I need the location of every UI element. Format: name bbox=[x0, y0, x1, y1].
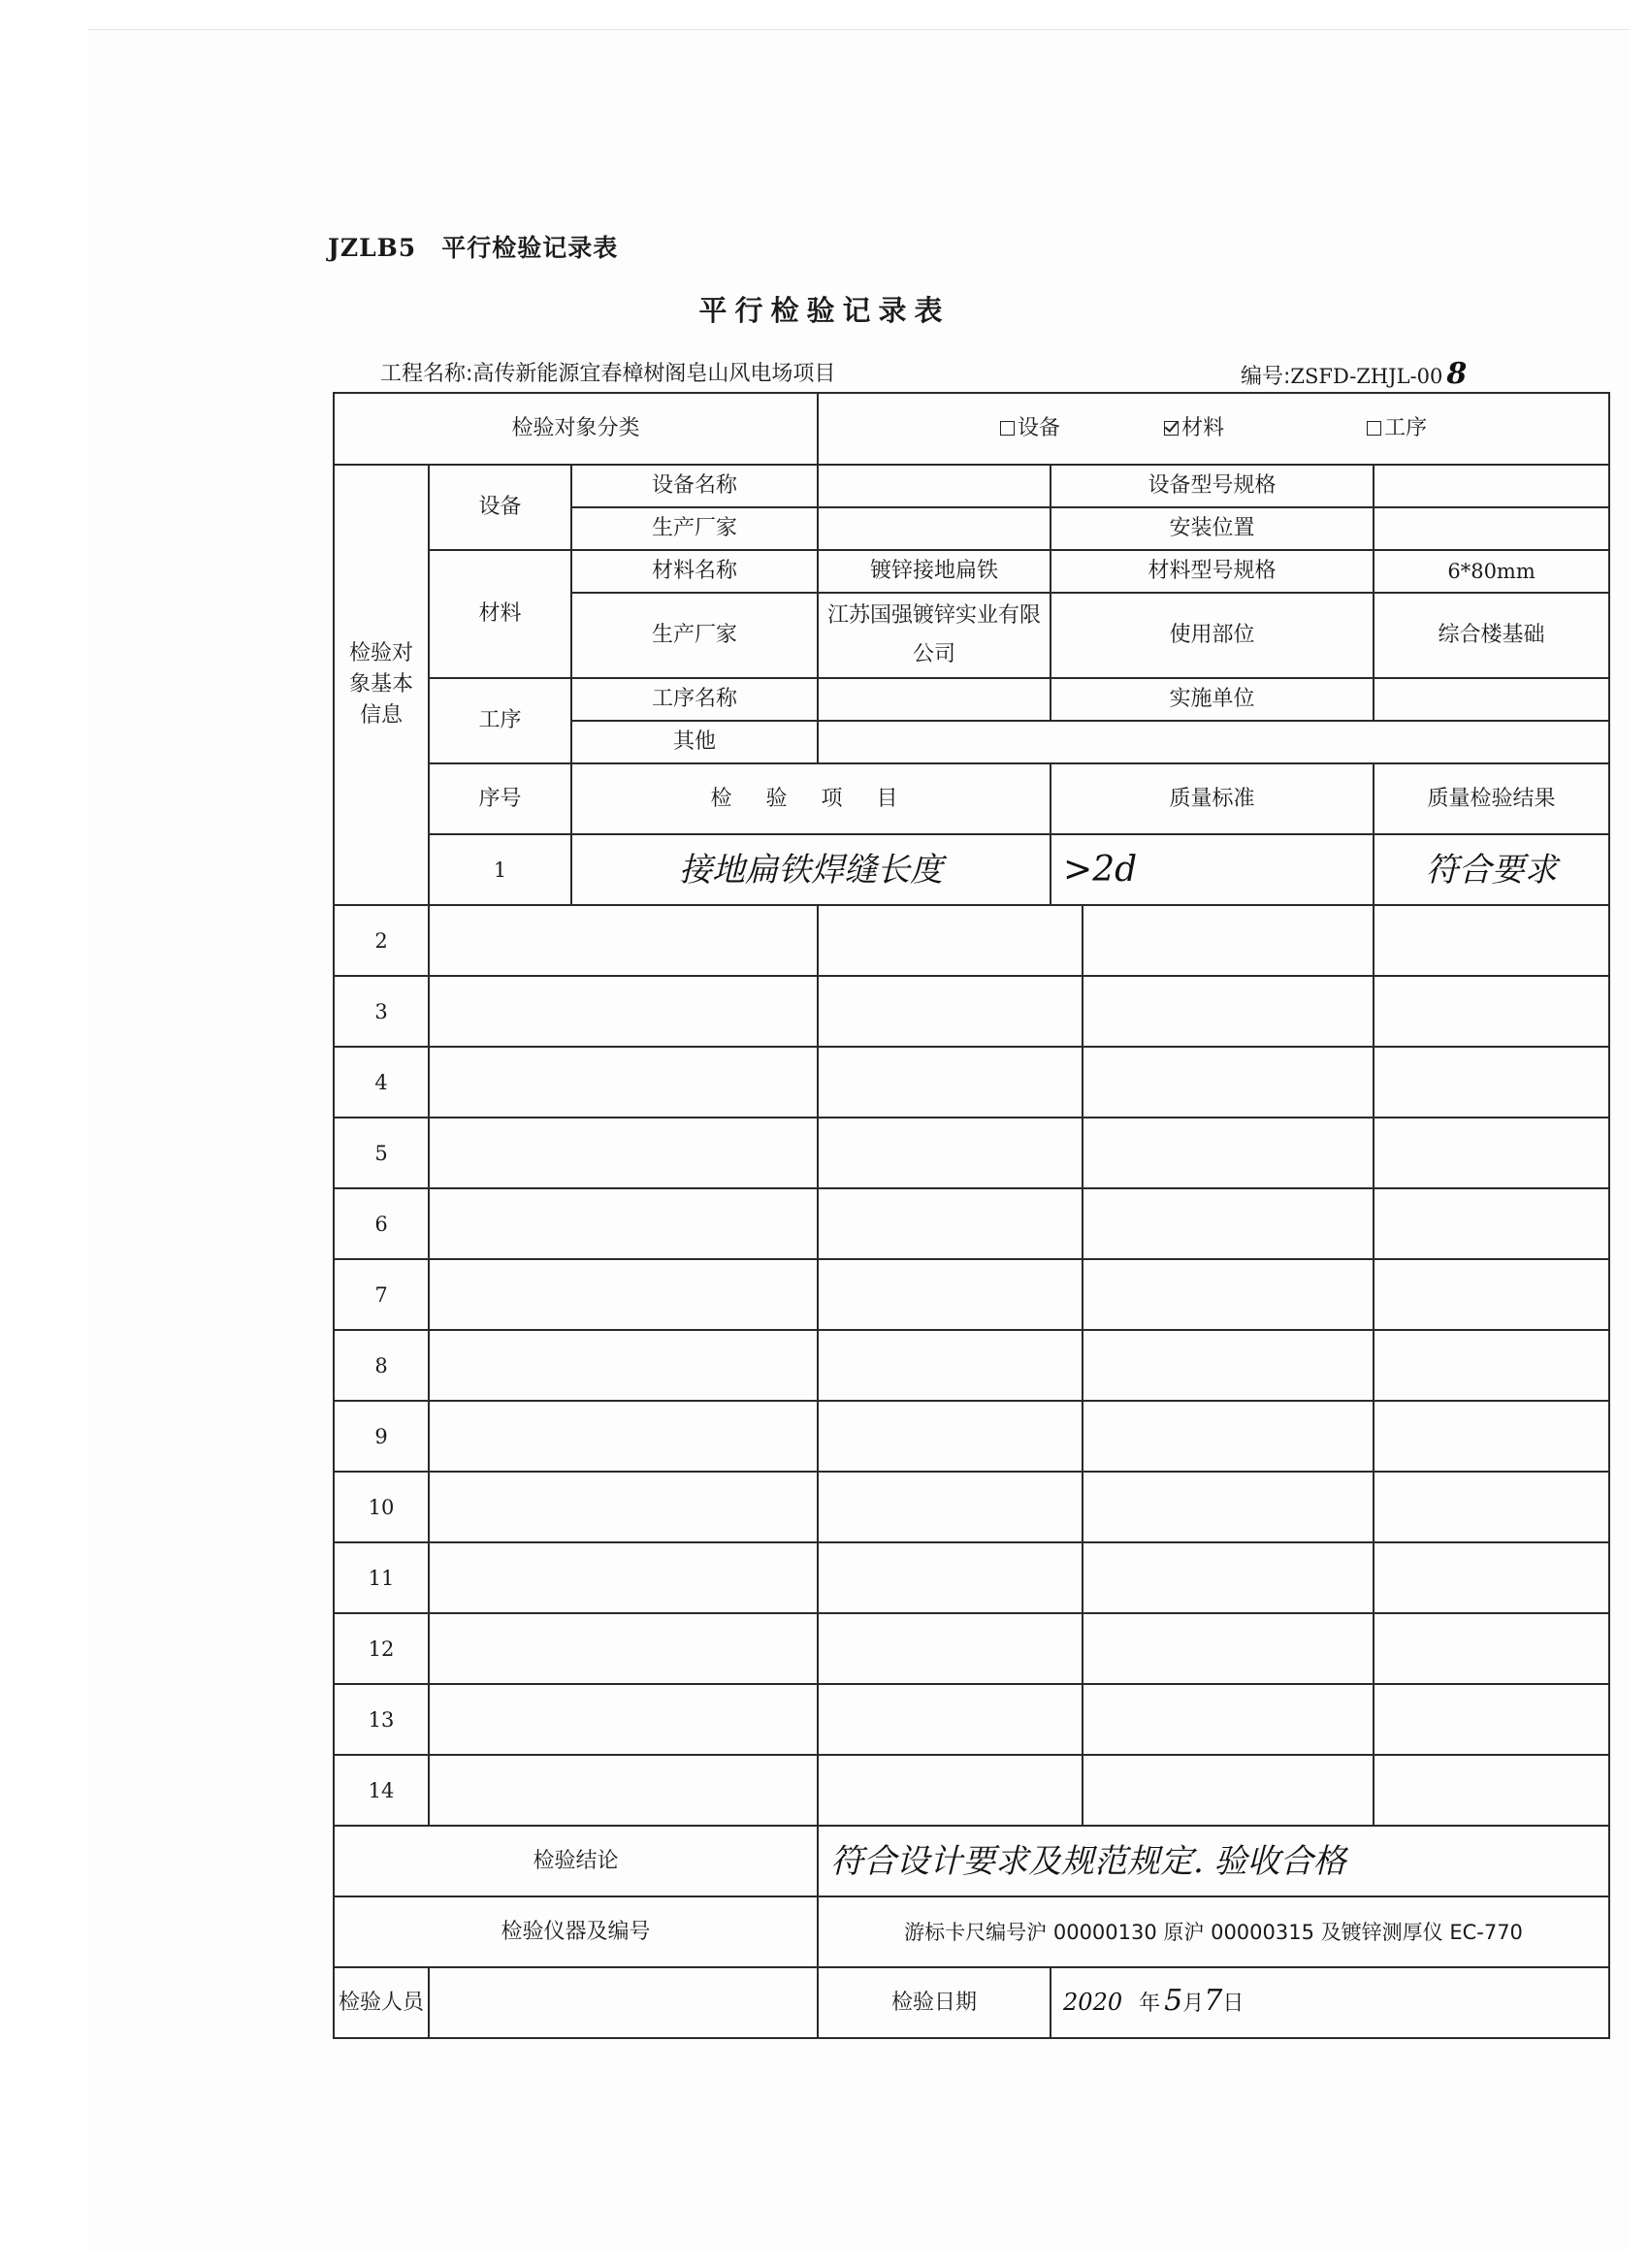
process-name-label: 工序名称 bbox=[571, 678, 818, 721]
table-row bbox=[334, 1613, 1609, 1684]
row-remark bbox=[1374, 1613, 1609, 1684]
items-header-row bbox=[334, 763, 1609, 834]
date-month-handwritten: 5 bbox=[1164, 1984, 1183, 2018]
row-item bbox=[429, 1472, 818, 1542]
row-standard bbox=[818, 1755, 1083, 1826]
inspection-form-table bbox=[333, 392, 1610, 2039]
conclusion-value-handwritten: 符合设计要求及规范规定. 验收合格 bbox=[818, 1826, 1609, 1896]
number-line bbox=[1241, 357, 1467, 391]
table-row bbox=[334, 1401, 1609, 1472]
equipment-location-value bbox=[1374, 507, 1609, 550]
row-remark bbox=[1374, 1259, 1609, 1330]
project-label: 工程名称: bbox=[380, 362, 473, 386]
row-remark bbox=[1374, 1047, 1609, 1118]
instruments-label: 检验仪器及编号 bbox=[334, 1896, 818, 1967]
table-row bbox=[334, 905, 1609, 976]
checkbox-checked-icon[interactable] bbox=[1164, 421, 1179, 436]
project-name: 高传新能源宜春樟树阁皂山风电场项目 bbox=[472, 362, 836, 386]
process-unit-label: 实施单位 bbox=[1051, 678, 1374, 721]
row-result bbox=[1083, 1047, 1374, 1118]
material-model-label: 材料型号规格 bbox=[1051, 550, 1374, 593]
row-no: 11 bbox=[334, 1542, 429, 1613]
inspector-value bbox=[429, 1967, 818, 2038]
table-row bbox=[334, 1330, 1609, 1401]
row-standard bbox=[818, 1188, 1083, 1259]
row-standard bbox=[818, 1259, 1083, 1330]
row-no: 7 bbox=[334, 1259, 429, 1330]
row-remark bbox=[1374, 1188, 1609, 1259]
equipment-model-value bbox=[1374, 465, 1609, 507]
row-no: 5 bbox=[334, 1118, 429, 1188]
form-code-subtitle: 平行检验记录表 bbox=[441, 234, 619, 262]
equipment-name-value bbox=[818, 465, 1051, 507]
process-row-1 bbox=[334, 678, 1609, 721]
equipment-model-label: 设备型号规格 bbox=[1051, 465, 1374, 507]
instruments-value: 游标卡尺编号沪 00000130 原沪 00000315 及镀锌测厚仪 EC-770 bbox=[818, 1896, 1609, 1967]
material-label: 材料 bbox=[429, 550, 571, 678]
instruments-row bbox=[334, 1896, 1609, 1967]
row-item bbox=[429, 1613, 818, 1684]
row-item bbox=[429, 1401, 818, 1472]
category-options bbox=[818, 393, 1609, 465]
process-name-value bbox=[818, 678, 1051, 721]
row-item bbox=[429, 1047, 818, 1118]
header-standard: 质量标准 bbox=[1051, 763, 1374, 834]
row-no: 4 bbox=[334, 1047, 429, 1118]
row-result-handwritten: 符合要求 bbox=[1374, 834, 1609, 905]
row-result bbox=[1083, 1259, 1374, 1330]
footer-row bbox=[334, 1967, 1609, 2038]
row-item bbox=[429, 1259, 818, 1330]
category-option-material[interactable]: 材料 bbox=[1164, 414, 1224, 443]
row-standard bbox=[818, 976, 1083, 1047]
form-code-id: JZLB5 bbox=[328, 234, 417, 262]
header-item: 检 验 项 目 bbox=[571, 763, 1051, 834]
row-no: 10 bbox=[334, 1472, 429, 1542]
row-standard bbox=[818, 1542, 1083, 1613]
row-standard bbox=[818, 1613, 1083, 1684]
row-result bbox=[1083, 1472, 1374, 1542]
material-row-1 bbox=[334, 550, 1609, 593]
row-item bbox=[429, 1188, 818, 1259]
header-result: 质量检验结果 bbox=[1374, 763, 1609, 834]
date-year-handwritten: 2020 bbox=[1063, 1989, 1123, 2016]
table-row bbox=[334, 1472, 1609, 1542]
table-row bbox=[334, 1118, 1609, 1188]
category-option-equipment[interactable]: 设备 bbox=[1000, 414, 1060, 443]
row-no: 1 bbox=[429, 834, 571, 905]
process-other-value bbox=[818, 721, 1609, 763]
row-item bbox=[429, 1542, 818, 1613]
row-no: 12 bbox=[334, 1613, 429, 1684]
row-remark bbox=[1374, 1755, 1609, 1826]
table-row bbox=[334, 1259, 1609, 1330]
conclusion-row bbox=[334, 1826, 1609, 1896]
process-unit-value bbox=[1374, 678, 1609, 721]
row-remark bbox=[1374, 1542, 1609, 1613]
row-standard bbox=[818, 1118, 1083, 1188]
material-name-value: 镀锌接地扁铁 bbox=[818, 550, 1051, 593]
basic-info-label: 检验对象基本信息 bbox=[334, 465, 429, 905]
equipment-maker-label: 生产厂家 bbox=[571, 507, 818, 550]
date-month-suffix: 月 bbox=[1182, 1992, 1205, 2016]
material-usage-value: 综合楼基础 bbox=[1374, 593, 1609, 678]
material-maker-value: 江苏国强镀锌实业有限公司 bbox=[818, 593, 1051, 678]
date-year-suffix: 年 bbox=[1139, 1992, 1161, 2016]
process-label: 工序 bbox=[429, 678, 571, 763]
row-standard bbox=[818, 905, 1083, 976]
date-day-handwritten: 7 bbox=[1204, 1984, 1223, 2018]
table-row bbox=[334, 1684, 1609, 1755]
page-title: 平行检验记录表 bbox=[698, 294, 951, 327]
number-label: 编号: bbox=[1241, 365, 1291, 389]
row-result bbox=[1083, 1613, 1374, 1684]
row-item bbox=[429, 1118, 818, 1188]
material-maker-label: 生产厂家 bbox=[571, 593, 818, 678]
equipment-name-label: 设备名称 bbox=[571, 465, 818, 507]
row-no: 13 bbox=[334, 1684, 429, 1755]
row-result bbox=[1083, 905, 1374, 976]
category-label: 检验对象分类 bbox=[334, 393, 818, 465]
process-other-label: 其他 bbox=[571, 721, 818, 763]
row-result bbox=[1083, 1188, 1374, 1259]
row-remark bbox=[1374, 905, 1609, 976]
row-result bbox=[1083, 1684, 1374, 1755]
row-standard bbox=[818, 1330, 1083, 1401]
table-row bbox=[334, 834, 1609, 905]
equipment-location-label: 安装位置 bbox=[1051, 507, 1374, 550]
row-item bbox=[429, 976, 818, 1047]
table-row bbox=[334, 976, 1609, 1047]
row-standard bbox=[818, 1472, 1083, 1542]
row-remark bbox=[1374, 1684, 1609, 1755]
equipment-label: 设备 bbox=[429, 465, 571, 550]
category-row bbox=[334, 393, 1609, 465]
row-item bbox=[429, 1684, 818, 1755]
row-no: 3 bbox=[334, 976, 429, 1047]
table-row bbox=[334, 1542, 1609, 1613]
number-value: ZSFD-ZHJL-00 bbox=[1290, 365, 1443, 388]
number-handwritten: 8 bbox=[1446, 357, 1468, 391]
table-row bbox=[334, 1755, 1609, 1826]
project-line bbox=[380, 357, 835, 387]
checkbox-icon[interactable] bbox=[1367, 421, 1381, 436]
material-name-label: 材料名称 bbox=[571, 550, 818, 593]
row-remark bbox=[1374, 1118, 1609, 1188]
row-no: 8 bbox=[334, 1330, 429, 1401]
row-remark bbox=[1374, 1330, 1609, 1401]
row-item-handwritten: 接地扁铁焊缝长度 bbox=[571, 834, 1051, 905]
row-result bbox=[1083, 1755, 1374, 1826]
material-usage-label: 使用部位 bbox=[1051, 593, 1374, 678]
row-no: 2 bbox=[334, 905, 429, 976]
table-row bbox=[334, 1047, 1609, 1118]
row-standard bbox=[818, 1684, 1083, 1755]
row-result bbox=[1083, 1330, 1374, 1401]
row-remark bbox=[1374, 976, 1609, 1047]
checkbox-icon[interactable] bbox=[1000, 421, 1015, 436]
row-remark bbox=[1374, 1472, 1609, 1542]
row-item bbox=[429, 1755, 818, 1826]
row-no: 9 bbox=[334, 1401, 429, 1472]
category-option-process[interactable]: 工序 bbox=[1367, 414, 1427, 443]
date-value bbox=[1051, 1967, 1609, 2038]
inspector-label: 检验人员 bbox=[334, 1967, 429, 2038]
row-standard-handwritten: >2d bbox=[1051, 834, 1374, 905]
equipment-maker-value bbox=[818, 507, 1051, 550]
date-day-suffix: 日 bbox=[1222, 1992, 1245, 2016]
form-code bbox=[328, 229, 618, 264]
row-no: 6 bbox=[334, 1188, 429, 1259]
row-result bbox=[1083, 1401, 1374, 1472]
date-label: 检验日期 bbox=[818, 1967, 1051, 2038]
table-row bbox=[334, 1188, 1609, 1259]
equipment-row-1 bbox=[334, 465, 1609, 507]
row-result bbox=[1083, 1118, 1374, 1188]
row-standard bbox=[818, 1401, 1083, 1472]
header-no: 序号 bbox=[429, 763, 571, 834]
row-result bbox=[1083, 1542, 1374, 1613]
row-item bbox=[429, 905, 818, 976]
row-remark bbox=[1374, 1401, 1609, 1472]
row-no: 14 bbox=[334, 1755, 429, 1826]
conclusion-label: 检验结论 bbox=[334, 1826, 818, 1896]
row-result bbox=[1083, 976, 1374, 1047]
material-model-value: 6*80mm bbox=[1374, 550, 1609, 593]
row-item bbox=[429, 1330, 818, 1401]
row-standard bbox=[818, 1047, 1083, 1118]
